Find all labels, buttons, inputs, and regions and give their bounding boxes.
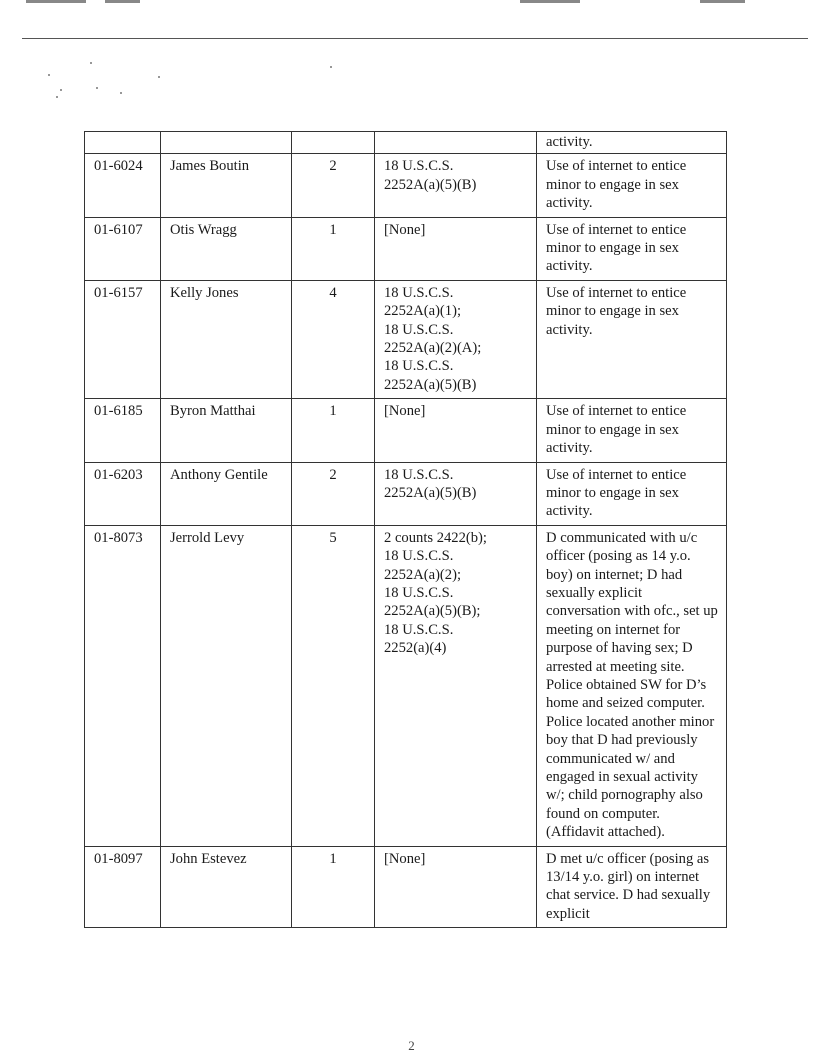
defendant-cell: James Boutin — [161, 154, 292, 217]
counts-cell: 1 — [292, 217, 375, 280]
statute-cell: 18 U.S.C.S. 2252A(a)(1); 18 U.S.C.S. 2252A(a)(2)(A); 18 U.S.C.S. 2252A(a)(5)(B) — [375, 280, 537, 398]
counts-cell: 2 — [292, 154, 375, 217]
case-number-cell: 01-6024 — [85, 154, 161, 217]
defendant-cell: Kelly Jones — [161, 280, 292, 398]
defendant-cell — [161, 132, 292, 154]
scan-artifact — [520, 0, 580, 3]
table-row — [85, 154, 727, 217]
defendant-cell: Jerrold Levy — [161, 525, 292, 846]
facts-cell: Use of internet to entice minor to engage in sex activity. — [537, 217, 727, 280]
facts-cell: activity. — [537, 132, 727, 154]
scan-artifact — [105, 0, 140, 3]
statute-cell: [None] — [375, 846, 537, 928]
statute-cell: 18 U.S.C.S. 2252A(a)(5)(B) — [375, 154, 537, 217]
facts-cell: Use of internet to entice minor to engage in sex activity. — [537, 399, 727, 462]
scan-speck — [56, 96, 58, 98]
facts-cell: Use of internet to entice minor to engage in sex activity. — [537, 462, 727, 525]
facts-cell: D communicated with u/c officer (posing as 14 y.o. boy) on internet; D had sexually explicit conversation with ofc., set up meeting on internet for purpose of having sex; D arrested at meeting site. Police obtained SW for D’s home and seized computer. Police located another minor boy that D had previously communicated w/ and engaged in sexual activity w/; child pornography also found on computer. (Affidavit attached). — [537, 525, 727, 846]
scan-speck — [60, 89, 62, 91]
facts-cell: Use of internet to entice minor to engage in sex activity. — [537, 154, 727, 217]
scan-speck — [158, 76, 160, 78]
counts-cell: 1 — [292, 846, 375, 928]
scan-artifact — [700, 0, 745, 3]
case-number-cell: 01-8073 — [85, 525, 161, 846]
counts-cell: 4 — [292, 280, 375, 398]
cases-table — [84, 131, 727, 928]
scan-speck — [96, 87, 98, 89]
statute-cell: [None] — [375, 399, 537, 462]
statute-cell — [375, 132, 537, 154]
statute-cell: 2 counts 2422(b); 18 U.S.C.S. 2252A(a)(2); 18 U.S.C.S. 2252A(a)(5)(B); 18 U.S.C.S. 2252(a)(4) — [375, 525, 537, 846]
scan-speck — [48, 74, 50, 76]
scan-speck — [120, 92, 122, 94]
counts-cell: 2 — [292, 462, 375, 525]
scan-speck — [90, 62, 92, 64]
defendant-cell: Byron Matthai — [161, 399, 292, 462]
case-number-cell: 01-6157 — [85, 280, 161, 398]
counts-cell — [292, 132, 375, 154]
case-number-cell: 01-6107 — [85, 217, 161, 280]
top-rule — [22, 38, 808, 39]
table-row — [85, 525, 727, 846]
statute-cell: 18 U.S.C.S. 2252A(a)(5)(B) — [375, 462, 537, 525]
scan-artifact — [26, 0, 86, 3]
facts-cell: Use of internet to entice minor to engage in sex activity. — [537, 280, 727, 398]
defendant-cell: John Estevez — [161, 846, 292, 928]
defendant-cell: Otis Wragg — [161, 217, 292, 280]
table-row — [85, 280, 727, 398]
table-row — [85, 217, 727, 280]
counts-cell: 1 — [292, 399, 375, 462]
case-number-cell: 01-6185 — [85, 399, 161, 462]
case-number-cell — [85, 132, 161, 154]
table-row — [85, 846, 727, 928]
table-row — [85, 462, 727, 525]
scan-speck — [330, 66, 332, 68]
page-number: 2 — [408, 1038, 415, 1053]
table-row — [85, 399, 727, 462]
table-row — [85, 132, 727, 154]
defendant-cell: Anthony Gentile — [161, 462, 292, 525]
facts-cell: D met u/c officer (posing as 13/14 y.o. girl) on internet chat service. D had sexually explicit — [537, 846, 727, 928]
counts-cell: 5 — [292, 525, 375, 846]
case-number-cell: 01-8097 — [85, 846, 161, 928]
case-number-cell: 01-6203 — [85, 462, 161, 525]
statute-cell: [None] — [375, 217, 537, 280]
